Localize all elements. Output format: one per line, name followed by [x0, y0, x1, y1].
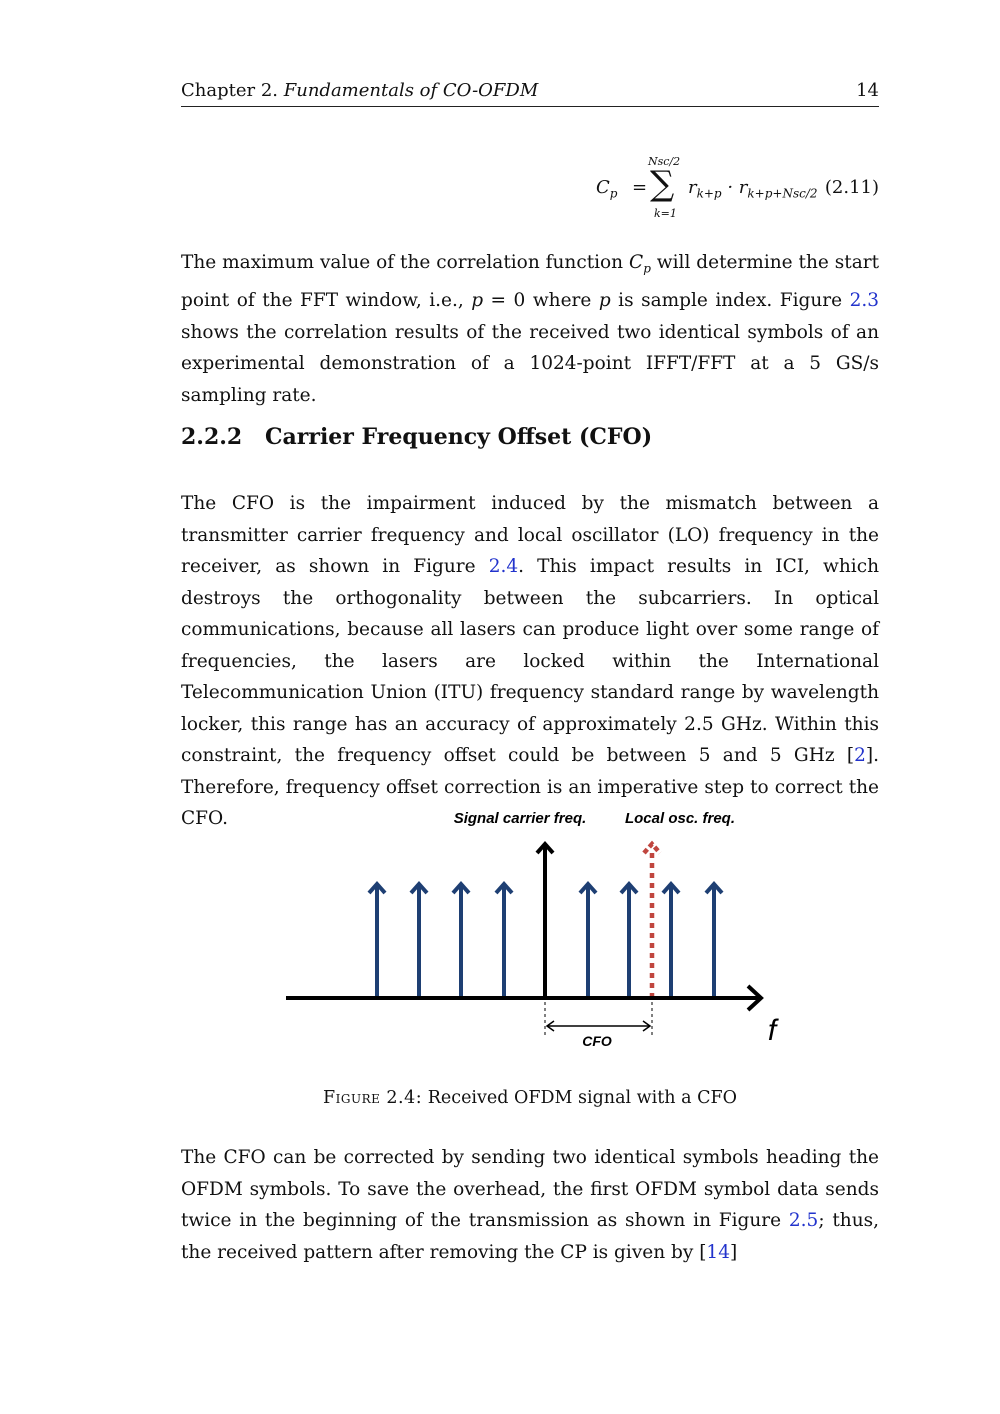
chapter-heading: Chapter 2. Fundamentals of CO-OFDM	[181, 80, 539, 101]
equation-number: (2.11)	[824, 177, 879, 198]
caption-text: Received OFDM signal with a CFO	[427, 1088, 737, 1108]
paragraph-cfo: The CFO is the impairment induced by the mismatch between a transmitter carrier frequency and local oscillator (LO) frequency in the receiver, as shown in Figure 2.4. This impact results in ICI, which destroys the orthogonality between the subcarriers. In optical communications, because all lasers can produce light over some range of frequencies, the lasers are locked within the International Telecommunication Union (ITU) frequency standard range by wavelength locker, this range has an accuracy of approximately 2.5 GHz. Within this constraint, the frequency offset could be between 5 and 5 GHz [2]. Therefore, frequency offset correction is an imperative step to correct the CFO.	[181, 493, 879, 829]
section-number: 2.2.2	[181, 424, 243, 450]
paragraph-correction: The CFO can be corrected by sending two identical symbols heading the OFDM symbols. To save the overhead, the first OFDM symbol data sends twice in the beginning of the transmission as shown in Figure 2.5; thus, the received pattern after removing the CP is given by [14]	[181, 1147, 879, 1263]
section-heading	[181, 424, 652, 450]
eq-rhs: $r_{k+p} \cdot r_{k+p+Nsc/2}$	[688, 177, 818, 201]
signal-carrier-label: Signal carrier freq.	[453, 810, 587, 827]
chapter-title: Fundamentals of CO-OFDM	[283, 80, 539, 101]
cfo-label: CFO	[582, 1033, 612, 1049]
sum-upper-limit: Nsc/2	[648, 155, 681, 168]
figure-2-4	[270, 800, 790, 1060]
local-osc-label: Local osc. freq.	[624, 810, 736, 827]
subcarrier-group-left	[369, 884, 512, 998]
sum-lower-limit: k=1	[654, 207, 677, 220]
paragraph-correlation: The maximum value of the correlation function $C_p$ will determine the start point of the FFT window, i.e., p = 0 where p is sample index. Figure 2.3 shows the correlation results of the received two identical symbols of an experimental demonstration of a 1024-point IFFT/FFT at a 5 GS/s sampling rate.	[181, 252, 880, 406]
figure-ref-2-4[interactable]: 2.4	[488, 556, 519, 577]
figure-caption	[181, 1088, 879, 1108]
equation-2-11	[181, 155, 879, 230]
eq-lhs: $C_p$	[596, 177, 618, 201]
caption-label: Figure 2.4:	[322, 1088, 423, 1108]
eq-equals: =	[632, 177, 648, 198]
sum-symbol: ∑	[650, 164, 675, 204]
equation-body	[596, 155, 856, 230]
frequency-axis-label: f	[767, 1014, 777, 1047]
cfo-diagram	[270, 800, 790, 1060]
local-osc-arrowhead	[644, 844, 660, 853]
page-number: 14	[856, 80, 879, 101]
figure-ref-2-3[interactable]: 2.3	[849, 290, 880, 312]
section-title: Carrier Frequency Offset (CFO)	[265, 424, 653, 450]
citation-14[interactable]: 14	[706, 1241, 730, 1263]
citation-2[interactable]: 2	[854, 745, 866, 766]
figure-ref-2-5[interactable]: 2.5	[788, 1210, 819, 1231]
page-header	[181, 80, 879, 107]
subcarrier-group-right	[580, 884, 722, 998]
